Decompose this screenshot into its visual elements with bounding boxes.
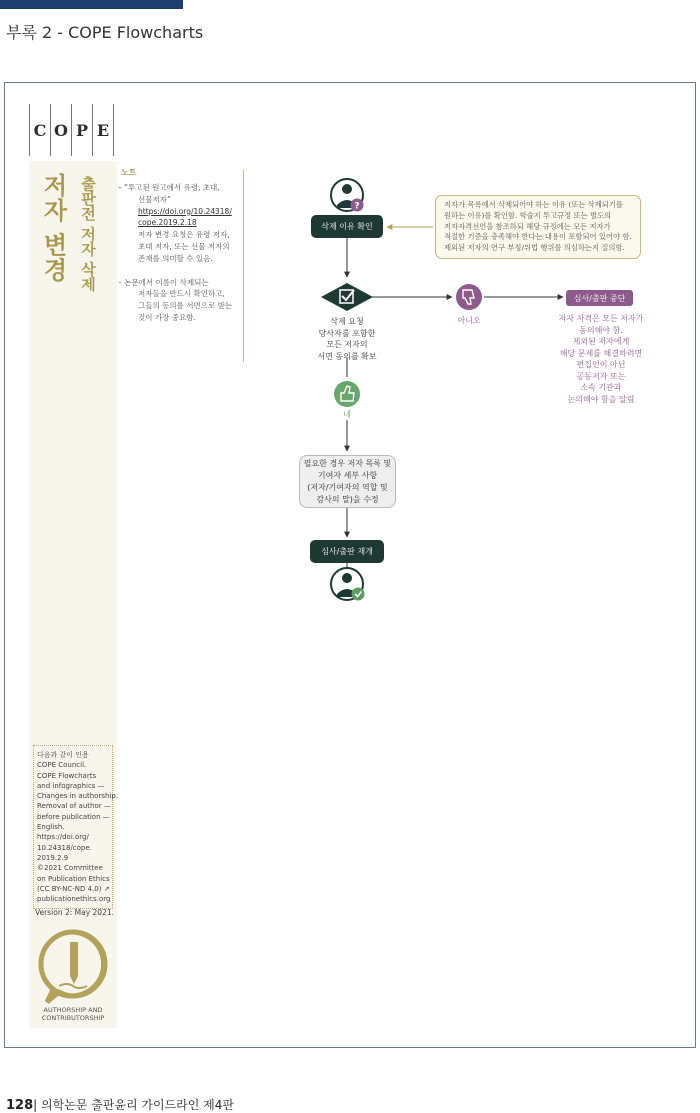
citation-line: ©2021 Committee bbox=[37, 864, 103, 873]
decision-line: 서면 동의를 확보 bbox=[317, 351, 377, 361]
sidebar-title: 저자 변경 bbox=[39, 173, 67, 283]
page-title: 부록 2 - COPE Flowcharts bbox=[6, 23, 204, 42]
update-author-list-step bbox=[299, 455, 396, 508]
citation-line: Removal of author — bbox=[37, 802, 111, 811]
logo-letter: E bbox=[96, 120, 110, 140]
thumbs-down-icon bbox=[456, 284, 482, 310]
yes-label: 네 bbox=[343, 410, 351, 419]
author-question-icon bbox=[331, 179, 364, 212]
decision-line: 당사자를 포함한 bbox=[318, 328, 376, 338]
note-line: 그들의 동의를 서면으로 받는 bbox=[138, 301, 233, 311]
page-footer bbox=[6, 1096, 234, 1113]
logo-letter: O bbox=[54, 120, 68, 140]
thumbs-up-icon bbox=[334, 381, 360, 407]
note-link[interactable]: https://doi.org/10.24318/ bbox=[138, 206, 232, 216]
note-link[interactable]: cope.2019.2.18 bbox=[138, 218, 197, 228]
citation-link-line[interactable]: https://doi.org/ bbox=[37, 833, 89, 842]
callout-line: 적절한 기준을 충족해야 한다는 내용이 포함되어 있어야 함. bbox=[444, 232, 632, 242]
website-link[interactable]: publicationethics.org bbox=[37, 895, 111, 904]
footer-text: | 의학논문 출판윤리 가이드라인 제4판 bbox=[33, 1098, 234, 1112]
citation-line: COPE Council. bbox=[37, 761, 87, 770]
note-line: 초대 저자, 또는 선물 저자의 bbox=[138, 241, 230, 251]
stop-line: 소속 기관과 bbox=[580, 383, 622, 392]
decision-check-icon bbox=[321, 283, 373, 311]
stop-explanation bbox=[546, 313, 656, 405]
stop-line: 동의해야 함. bbox=[579, 325, 623, 335]
note-line: – 논문에서 이름이 삭제되는 bbox=[118, 277, 209, 287]
decision-line: 모든 저자의 bbox=[326, 340, 368, 349]
stop-line: 논의해야 함을 알림 bbox=[567, 394, 635, 404]
stop-line: 제외된 저자에게 bbox=[572, 337, 630, 346]
callout-line: 원하는 이유)를 확인함. 학술지 투고규정 또는 별도의 bbox=[444, 210, 612, 220]
note-line: 존재를 의미할 수 있음. bbox=[138, 253, 213, 263]
stop-review-step: 심사/출판 중단 bbox=[566, 290, 633, 306]
citation-line: 다음과 같이 인용 bbox=[37, 751, 89, 759]
sidebar-subtitle: 출판전 저자 삭제 bbox=[79, 176, 97, 292]
citation-line: on Publication Ethics bbox=[37, 874, 110, 883]
callout-line: 제외된 저자의 연구 부정/위법 행위를 의심하는지 질의함. bbox=[444, 243, 625, 253]
citation-line: COPE Flowcharts bbox=[37, 771, 97, 780]
note-line: 것이 가장 중요함. bbox=[138, 312, 196, 322]
citation-link-line[interactable]: 2019.2.9 bbox=[37, 853, 69, 862]
citation-line: and infographics — bbox=[37, 781, 105, 790]
stop-line: 편집인이 아닌 bbox=[576, 360, 626, 369]
step2-line: 감사의 말)을 수정 bbox=[316, 494, 379, 504]
callout-line: 저자가 목록에서 삭제되어야 하는 이유 (또는 삭제되기를 bbox=[444, 200, 623, 209]
logo-letter: P bbox=[75, 120, 89, 140]
stop-line: 해당 문제를 해결하려면 bbox=[559, 348, 643, 358]
svg-text:?: ? bbox=[354, 201, 360, 212]
logo-letter: C bbox=[33, 120, 47, 140]
authorship-logo-label: AUTHORSHIP AND CONTRIBUTORSHIP bbox=[41, 1006, 105, 1022]
note-line: 저자 변경 요청은 유령 저자, bbox=[138, 230, 230, 240]
decision-text bbox=[296, 316, 398, 362]
page-number: 128 bbox=[6, 1098, 34, 1113]
callout-line: 저자자격선언을 참조하되 해당 규정에는 모든 저자가 bbox=[444, 221, 611, 231]
notes-title: 노트 bbox=[121, 168, 137, 177]
step2-line: 필요한 경우 저자 목록 및 bbox=[303, 458, 392, 468]
no-label: 아니오 bbox=[457, 316, 481, 325]
citation-line: before publication — bbox=[37, 812, 110, 821]
note-line: 저자들을 반드시 확인하고, bbox=[138, 289, 225, 299]
version-label: Version 2: May 2021. bbox=[35, 908, 115, 917]
author-approved-icon bbox=[331, 568, 365, 601]
citation-line: English. bbox=[37, 823, 65, 832]
reason-callout bbox=[435, 195, 641, 259]
resume-review-step: 심사/출판 재개 bbox=[310, 540, 384, 563]
note-line: 선물저자” bbox=[138, 194, 171, 204]
note-line: – “투고된 원고에서 유령, 초대, bbox=[118, 183, 220, 192]
decision-line: 삭제 요청 bbox=[330, 317, 364, 326]
step2-line: (저자/기여자의 역할 및 bbox=[307, 482, 388, 492]
check-reason-step: 삭제 이유 확인 bbox=[311, 215, 383, 238]
stop-line: 저자 자격은 모든 저자가 bbox=[558, 314, 644, 323]
citation-link-line[interactable]: 10.24318/cope. bbox=[37, 843, 92, 852]
citation-line: Changes in authorship. bbox=[37, 792, 119, 801]
step2-line: 기여자 세부 사항 bbox=[317, 470, 378, 480]
license-link[interactable]: (CC BY-NC-ND 4.0) ↗ bbox=[37, 884, 110, 893]
stop-line: 공동저자 또는 bbox=[576, 371, 626, 381]
